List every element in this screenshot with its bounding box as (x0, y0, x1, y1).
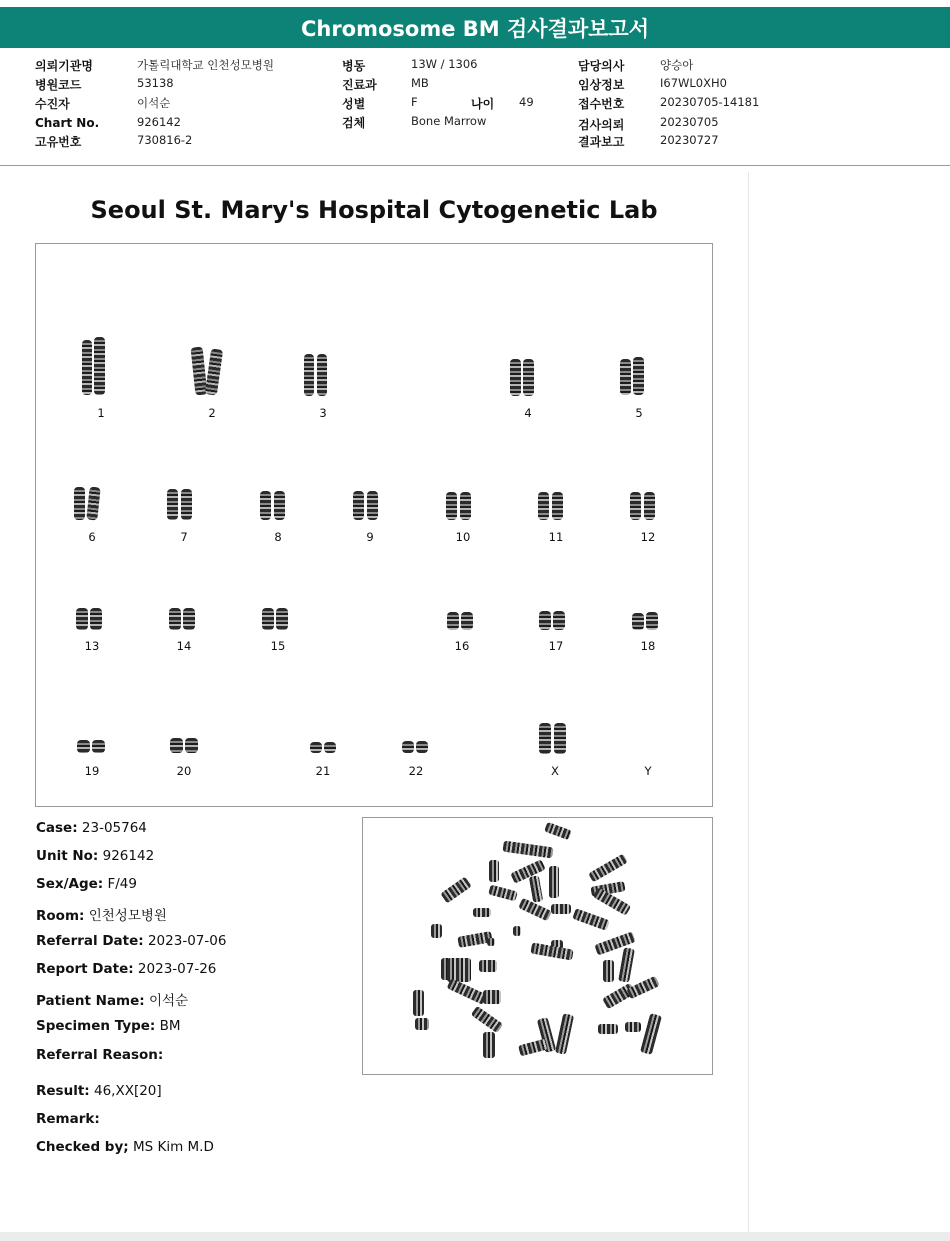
bottom-scroll-area (0, 1232, 950, 1241)
header-value-chart-no: 926142 (137, 115, 181, 129)
info-referral-date-value: 2023-07-06 (147, 933, 227, 949)
header-value-receipt-no: 20230705-14181 (660, 95, 760, 109)
header-value-institution: 가톨릭대학교 인천성모병원 (137, 58, 274, 72)
chromosome-label-x: X (551, 764, 559, 778)
chromosome-label-15: 15 (270, 639, 286, 653)
header-label-specimen: 검체 (342, 116, 366, 130)
chromosome-label-10: 10 (455, 530, 471, 544)
header-value-report-date: 20230727 (660, 133, 719, 147)
info-unit-no-label: Unit No: (36, 848, 99, 864)
header-label-receipt-no: 접수번호 (578, 97, 625, 111)
info-specimen-type-label: Specimen Type: (36, 1018, 156, 1034)
chromosome-label-2: 2 (208, 406, 216, 420)
info-patient-name-label: Patient Name: (36, 993, 145, 1009)
chromosome-label-9: 9 (366, 530, 374, 544)
info-case-label: Case: (36, 820, 78, 836)
header-label-chart-no: Chart No. (35, 116, 100, 130)
header-value-unique-no: 730816-2 (137, 133, 193, 147)
header-label-hospital-code: 병원코드 (35, 78, 82, 92)
metaphase-image (362, 817, 713, 1075)
info-result-label: Result: (36, 1083, 90, 1099)
chromosome-label-1: 1 (97, 406, 105, 420)
info-remark (36, 1111, 100, 1127)
header-value-request-date: 20230705 (660, 115, 719, 129)
chromosome-label-12: 12 (640, 530, 656, 544)
header-label-report-date: 결과보고 (578, 135, 625, 149)
info-sex-age (36, 876, 137, 892)
info-result (36, 1083, 162, 1099)
info-case-value: 23-05764 (81, 820, 147, 836)
header-label-ward: 병동 (342, 59, 366, 73)
header-value-physician: 양승아 (660, 58, 694, 72)
info-case (36, 820, 147, 836)
header-label-clinical-info: 임상정보 (578, 78, 625, 92)
info-referral-date-label: Referral Date: (36, 933, 144, 949)
info-sex-age-label: Sex/Age: (36, 876, 104, 892)
info-report-date (36, 961, 216, 977)
header-label-unique-no: 고유번호 (35, 135, 82, 149)
info-checked-by-value: MS Kim M.D (132, 1139, 214, 1155)
header-label-physician: 담당의사 (578, 59, 625, 73)
info-patient-name (36, 989, 188, 1009)
karyotype-image (35, 243, 713, 807)
chromosome-label-14: 14 (176, 639, 192, 653)
info-specimen-type-value: BM (159, 1018, 181, 1034)
info-room-label: Room: (36, 908, 85, 924)
chromosome-label-21: 21 (315, 764, 331, 778)
info-referral-date (36, 933, 226, 949)
info-checked-by-label: Checked by; (36, 1139, 129, 1155)
chromosome-label-7: 7 (180, 530, 188, 544)
report-title: Chromosome BM 검사결과보고서 (0, 7, 950, 48)
info-checked-by (36, 1139, 214, 1155)
info-sex-age-value: F/49 (107, 876, 137, 892)
header-label-sex: 성별 (342, 97, 366, 111)
chromosome-label-5: 5 (635, 406, 643, 420)
header-value-ward: 13W / 1306 (411, 57, 478, 71)
chromosome-label-4: 4 (524, 406, 532, 420)
header-label-patient: 수진자 (35, 97, 70, 111)
info-patient-name-value: 이석순 (148, 993, 189, 1009)
chromosome-label-16: 16 (454, 639, 470, 653)
info-remark-label: Remark: (36, 1111, 100, 1127)
info-result-value: 46,XX[20] (93, 1083, 162, 1099)
chromosome-label-17: 17 (548, 639, 564, 653)
header-label-institution: 의뢰기관명 (35, 59, 93, 73)
header-value-department: MB (411, 76, 429, 90)
header-value-clinical-info: I67WL0XH0 (660, 76, 727, 90)
chromosome-label-18: 18 (640, 639, 656, 653)
header-info (0, 50, 950, 162)
info-room-value: 인천성모병원 (88, 908, 167, 924)
info-unit-no-value: 926142 (102, 848, 155, 864)
header-label-request-date: 검사의뢰 (578, 118, 625, 132)
chromosome-label-8: 8 (274, 530, 282, 544)
header-value-sex: F (411, 95, 418, 109)
info-room (36, 904, 167, 924)
chromosome-label-6: 6 (88, 530, 96, 544)
info-specimen-type (36, 1018, 181, 1034)
chromosome-label-22: 22 (408, 764, 424, 778)
chromosome-label-11: 11 (548, 530, 564, 544)
header-value-age: 49 (519, 95, 534, 109)
lab-title: Seoul St. Mary's Hospital Cytogenetic Lab (90, 196, 658, 224)
header-label-department: 진료과 (342, 78, 377, 92)
info-referral-reason-label: Referral Reason: (36, 1047, 164, 1063)
header-label-age: 나이 (471, 97, 495, 111)
info-report-date-label: Report Date: (36, 961, 134, 977)
chromosome-label-3: 3 (319, 406, 327, 420)
chromosome-label-20: 20 (176, 764, 192, 778)
info-referral-reason (36, 1047, 163, 1063)
header-divider (0, 165, 950, 166)
header-value-patient: 이석순 (137, 96, 171, 110)
header-value-specimen: Bone Marrow (411, 114, 487, 128)
chromosome-label-13: 13 (84, 639, 100, 653)
chromosome-label-y: Y (644, 764, 652, 778)
info-report-date-value: 2023-07-26 (137, 961, 217, 977)
header-value-hospital-code: 53138 (137, 76, 174, 90)
info-unit-no (36, 848, 154, 864)
chromosome-label-19: 19 (84, 764, 100, 778)
